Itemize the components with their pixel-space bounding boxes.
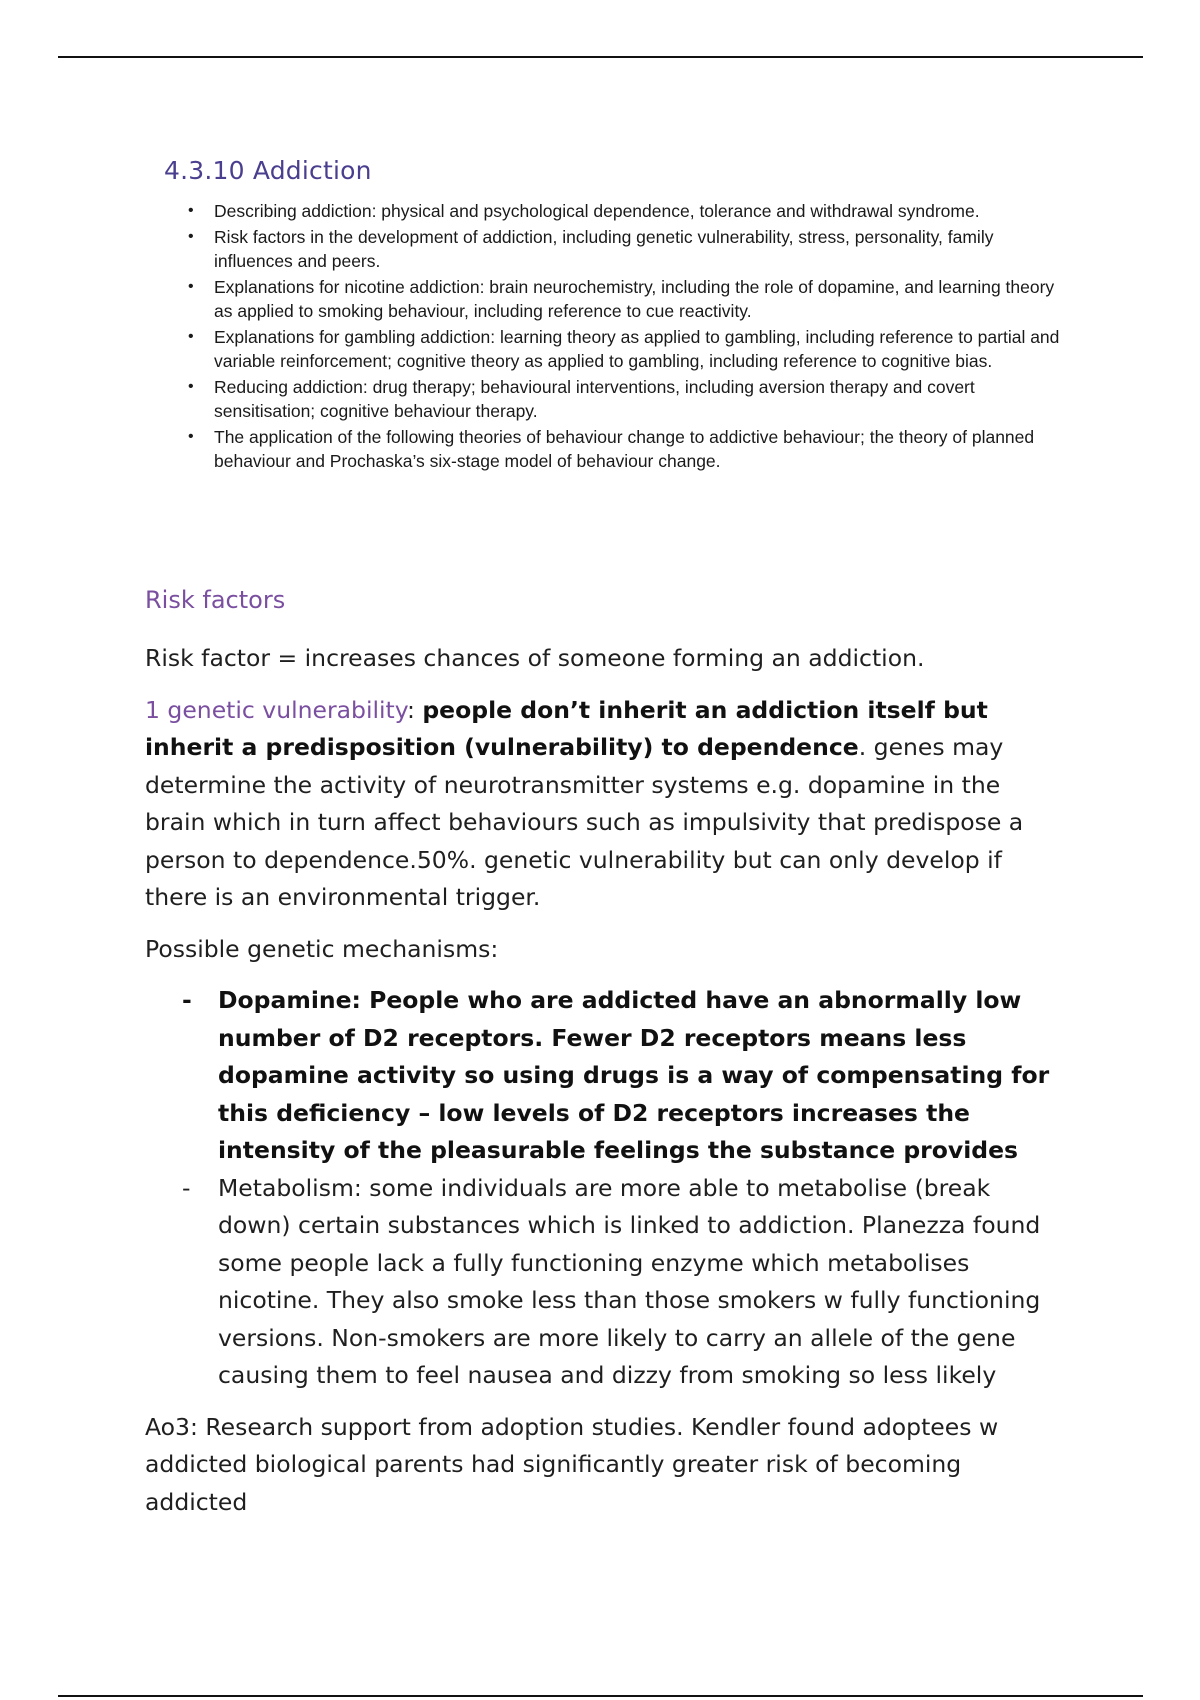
spec-item: • Risk factors in the development of addiction, including genetic vulnerability, stress, personality, family influences and peers. xyxy=(188,227,994,271)
spec-item: • Explanations for nicotine addiction: brain neurochemistry, including the role of dopamine, and learning theory as applied to smoking behaviour, including reference to cue reactivity. xyxy=(188,277,1055,321)
section-heading: Risk factors xyxy=(145,586,286,614)
dash-icon: - xyxy=(182,1173,191,1202)
document-body xyxy=(145,586,1065,1535)
mechanisms-intro: Possible genetic mechanisms: xyxy=(145,934,499,963)
definition-paragraph: Risk factor = increases chances of someone forming an addiction. xyxy=(145,644,925,672)
bottom-rule xyxy=(58,1695,1143,1697)
genetic-label: 1 genetic vulnerability xyxy=(145,695,407,724)
spec-excerpt xyxy=(164,156,1064,475)
bullet-icon: • xyxy=(188,428,194,445)
mechanism-item-metabolism: - Metabolism: some individuals are more able to metabolise (break down) certain substances which is linked to addiction. Planezza found some people lack a fully functioning enzyme which metabolises nicotine. They also smoke less than those smokers w fully functioning versions. Non-smokers are more likely to carry an allele of the gene causing them to feel nausea and dizzy from smoking so less likely xyxy=(145,1170,1065,1395)
genetic-explanation: . genes may determine the activity of neurotransmitter systems e.g. dopamine in the brain which in turn affect behaviours such as impulsivity that predispose a person to dependence.50%. genetic vulnerability but can only develop if there is an environmental trigger. xyxy=(145,733,1024,911)
spec-title: 4.3.10 Addiction xyxy=(164,156,372,185)
mechanism-item-dopamine: - Dopamine: People who are addicted have an abnormally low number of D2 receptors. Fewer D2 receptors means less dopamine activity so using drugs is a way of compensating for this deficiency – low levels of D2 receptors increases the intensity of the pleasurable feelings the substance provides xyxy=(145,982,1065,1170)
spec-item: • Describing addiction: physical and psychological dependence, tolerance and withdrawal syndrome. xyxy=(188,201,980,221)
bullet-icon: • xyxy=(188,228,194,245)
spec-item: • Reducing addiction: drug therapy; behavioural interventions, including aversion therapy and covert sensitisation; cognitive behaviour therapy. xyxy=(188,377,975,421)
bullet-icon: • xyxy=(188,378,194,395)
genetic-vulnerability-paragraph: 1 genetic vulnerability: people don’t inherit an addiction itself but inherit a predisposition (vulnerability) to dependence. genes may determine the activity of neurotransmitter systems e.g. dopamine in the brain which in turn affect behaviours such as impulsivity that predispose a person to dependence.50%. genetic vulnerability but can only develop if there is an environmental trigger. xyxy=(145,695,1024,911)
spec-item: • The application of the following theories of behaviour change to addictive behaviour; the theory of planned behaviour and Prochaska’s six-stage model of behaviour change. xyxy=(188,427,1035,471)
mechanisms-list xyxy=(145,982,1065,1395)
bullet-icon: • xyxy=(188,202,194,219)
spec-item: • Explanations for gambling addiction: learning theory as applied to gambling, including reference to partial and variable reinforcement; cognitive theory as applied to gambling, including reference to cognitive bias. xyxy=(188,327,1060,371)
ao3-paragraph: Ao3: Research support from adoption studies. Kendler found adoptees w addicted biological parents had significantly greater risk of becoming addicted xyxy=(145,1412,999,1516)
genetic-bold-claim: people don’t inherit an addiction itself but inherit a predisposition (vulnerability) to dependence xyxy=(145,695,988,761)
bullet-icon: • xyxy=(188,328,194,345)
top-rule xyxy=(58,56,1143,58)
dash-icon: - xyxy=(182,986,192,1014)
bullet-icon: • xyxy=(188,278,194,295)
spec-list xyxy=(164,199,1064,473)
